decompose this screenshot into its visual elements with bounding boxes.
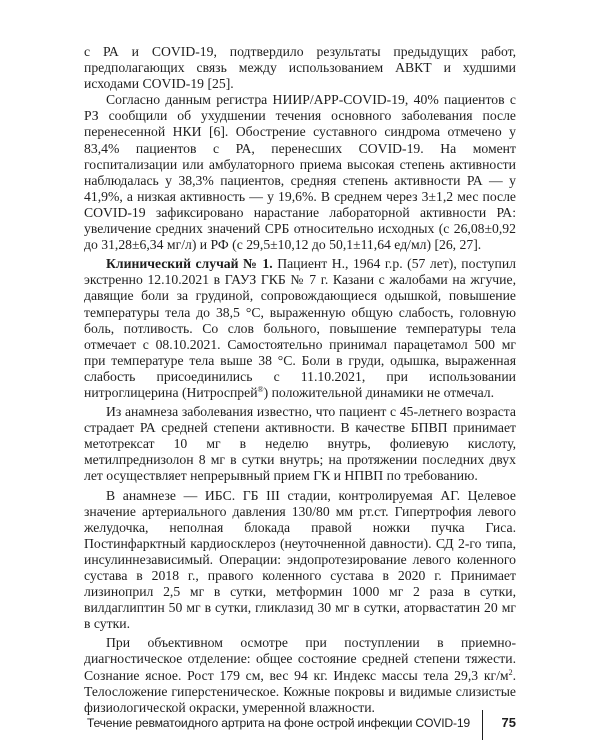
page-number: 75 xyxy=(501,715,516,730)
running-title: Течение ревматоидного артрита на фоне острой инфекции COVID-19 xyxy=(86,716,470,730)
page-body xyxy=(84,44,516,716)
page-footer xyxy=(84,715,516,731)
paragraph: Из анамнеза заболевания известно, что пациент с 45-летнего возраста страдает РА средней степени активности. В качестве БПВП принимает метотрексат 10 мг в неделю внутрь, фолиевую кислоту, метилпреднизолон 8 мг в сутки внутрь; на протяжении последних двух лет осуществляет непрерывный прием ГК и НПВП по требованию. xyxy=(84,404,516,484)
paragraph: При объективном осмотре при поступлении в приемно-диагностическое отделение: общее состояние средней степени тяжести. Сознание ясное. Рост 179 см, вес 94 кг. Индекс массы тела 29,3 $кг/м^2$. Телосложение гиперстеническое. Кожные покровы и видимые слизистые физиологической окраски, умеренной влажности. xyxy=(84,635,516,715)
clinical-case-heading: Клинический случай № 1. xyxy=(106,256,273,272)
paragraph: В анамнезе — ИБС. ГБ III стадии, контролируемая АГ. Целевое значение артериального давления 130/80 мм рт.ст. Гипертрофия левого желудочка, неполная блокада правой ножки пучка Гиса. Постинфарктный кардиосклероз (неуточненной давности). СД 2-го типа, инсулиннезависимый. Операции: эндопротезирование левого коленного сустава в 2018 г., правого коленного сустава в 2020 г. Принимает лизиноприл 2,5 мг в сутки, метформин 1000 мг 2 раза в сутки, вилдаглиптин 50 мг в сутки, гликлазид 30 мг в сутки, аторвастатин 20 мг в сутки. xyxy=(84,487,516,632)
footer-divider xyxy=(482,710,484,740)
paragraph: Согласно данным регистра НИИР/АРР-COVID-19, 40% пациентов с РЗ сообщили об ухудшении течения основного заболевания после перенесенной НКИ [6]. Обострение суставного синдрома отмечено у 83,4% пациентов с РА, перенесших COVID-19. На момент госпитализации или амбулаторного приема высокая степень активности наблюдалась у 38,3% пациентов, средняя степень активности РА — у 41,9%, а низкая активность — у 19,6%. В среднем через 3±1,2 мес после COVID-19 зафиксировано нарастание лабораторной активности РА: увеличение средних значений СРБ относительно исходных (с 26,08±0,92 до 31,28±6,34 мг/л) и РФ (с 29,5±10,12 до 50,1±11,64 ед/мл) [26, 27]. xyxy=(84,92,516,253)
registered-mark: ® xyxy=(257,384,264,394)
superscript: 2 xyxy=(508,667,513,677)
paragraph: с РА и COVID-19, подтвердило результаты предыдущих работ, предполагающих связь между использованием АВКТ и худшими исходами COVID-19 [25]. xyxy=(84,44,516,92)
paragraph-clinical-case: Клинический случай № 1. Пациент Н., 1964 г.р. (57 лет), поступил экстренно 12.10.2021 в ГАУЗ ГКБ № 7 г. Казани с жалобами на жгучие, давящие боли за грудиной, сопровождающиеся одышкой, повышение температуры тела до 38,5 °С, выраженную общую слабость, головную боль, потливость. Со слов больного, повышение температуры тела отмечает с 08.10.2021. Самостоятельно принимал парацетамол 500 мг при температуре тела выше 38 °С. Боли в груди, одышка, выраженная слабость присоединились с 11.10.2021, при использовании нитроглицерина (Нитроспрей®) положительной динамики не отмечал. xyxy=(84,256,516,400)
